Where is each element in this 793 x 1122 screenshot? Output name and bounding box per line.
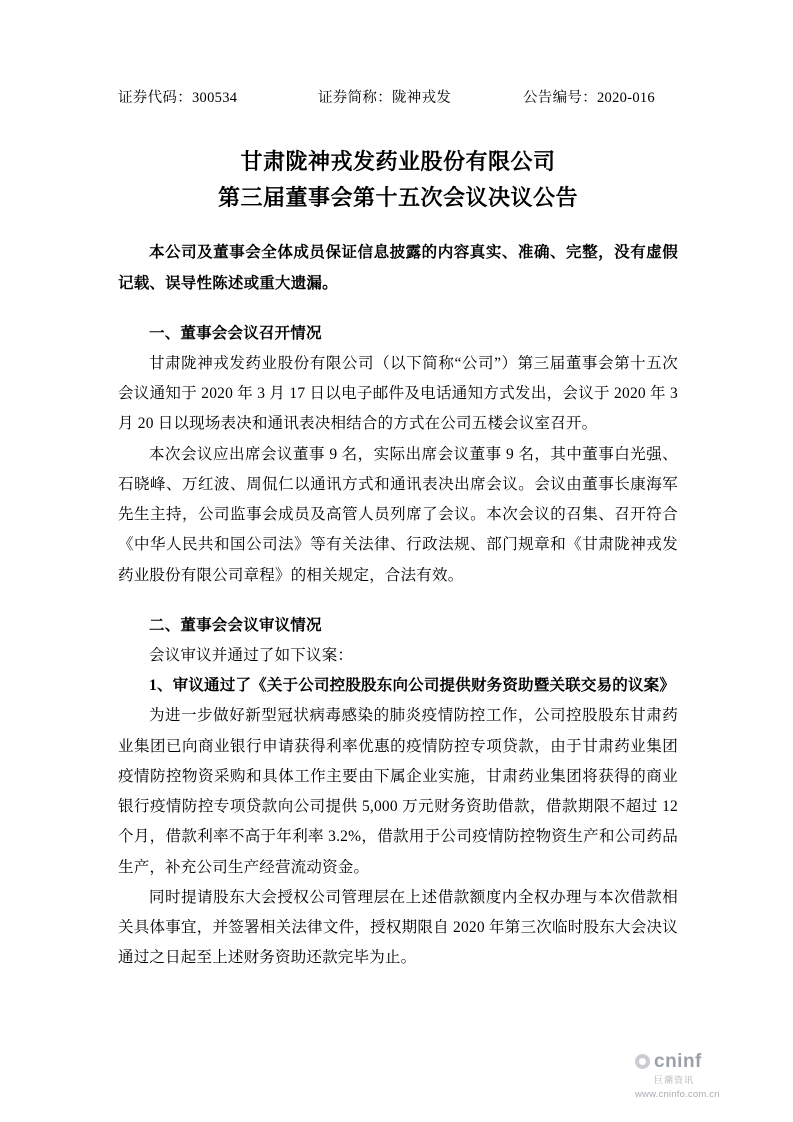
- cninfo-logo: [635, 1052, 753, 1071]
- announcement-number: 公告编号：2020-016: [523, 90, 655, 106]
- section-1-paragraph-2: 本次会议应出席会议董事 9 名，实际出席会议董事 9 名，其中董事白光强、石晓峰、万红波、周侃仁以通讯方式和通讯表决出席会议。会议由董事长康海军先生主持，公司监事会成员及高管人员列席了会议。本次会议的召集、召开符合《中华人民共和国公司法》等有关法律、行政法规、部门规章和《甘肃陇神戎发药业股份有限公司章程》的相关规定，合法有效。: [118, 445, 678, 584]
- cninfo-circle-icon: [635, 1054, 650, 1069]
- disclaimer-statement: 本公司及董事会全体成员保证信息披露的内容真实、准确、完整，没有虚假记载、误导性陈述或重大遗漏。: [118, 244, 678, 292]
- section-1-paragraph-1: 甘肃陇神戎发药业股份有限公司（以下简称“公司”）第三届董事会第十五次会议通知于 2020 年 3 月 17 日以电子邮件及电话通知方式发出，会议于 2020 年 3 月 20 日以现场表决和通讯表决相结合的方式在公司五楼会议室召开。: [118, 355, 678, 433]
- page-title: [118, 144, 678, 217]
- document-header: [118, 88, 678, 110]
- security-name: 证券简称：陇神戎发: [318, 90, 452, 106]
- section-heading-1: 一、董事会会议召开情况: [149, 324, 322, 342]
- cninfo-logo-text: cninf: [654, 1051, 702, 1072]
- proposal-item-heading-1: 1、审议通过了《关于公司控股股东向公司提供财务资助暨关联交易的议案》: [149, 677, 676, 695]
- cninfo-logo-subtitle: 巨潮资讯: [654, 1075, 695, 1085]
- section-2-paragraph-1: 会议审议并通过了如下议案：: [149, 646, 354, 664]
- title-line-2: 第三届董事会第十五次会议决议公告: [217, 185, 578, 211]
- title-line-1: 甘肃陇神戎发药业股份有限公司: [240, 148, 556, 174]
- cninfo-watermark: [635, 1052, 753, 1100]
- section-heading-2: 二、董事会会议审议情况: [149, 616, 322, 634]
- document-body: [118, 88, 678, 973]
- proposal-item-1-paragraph-2: 同时提请股东大会授权公司管理层在上述借款额度内全权办理与本次借款相关具体事宜，并签署相关法律文件，授权期限自 2020 年第三次临时股东大会决议通过之日起至上述财务资助还款完毕为止。: [118, 888, 678, 967]
- proposal-item-1-paragraph-1: 为进一步做好新型冠状病毒感染的肺炎疫情防控工作，公司控股股东甘肃药业集团已向商业银行申请获得利率优惠的疫情防控专项贷款，由于甘肃药业集团疫情防控物资采购和具体工作主要由下属企业实施，甘肃药业集团将获得的商业银行疫情防控专项贷款向公司提供 5,000 万元财务资助借款，借款期限不超过 12 个月，借款利率不高于年利率 3.2%，借款用于公司疫情防控物资生产和公司药品生产，补充公司生产经营流动资金。: [118, 707, 678, 876]
- security-code: 证券代码：300534: [118, 90, 238, 106]
- cninfo-url: www.cninfo.com.cn: [635, 1089, 720, 1100]
